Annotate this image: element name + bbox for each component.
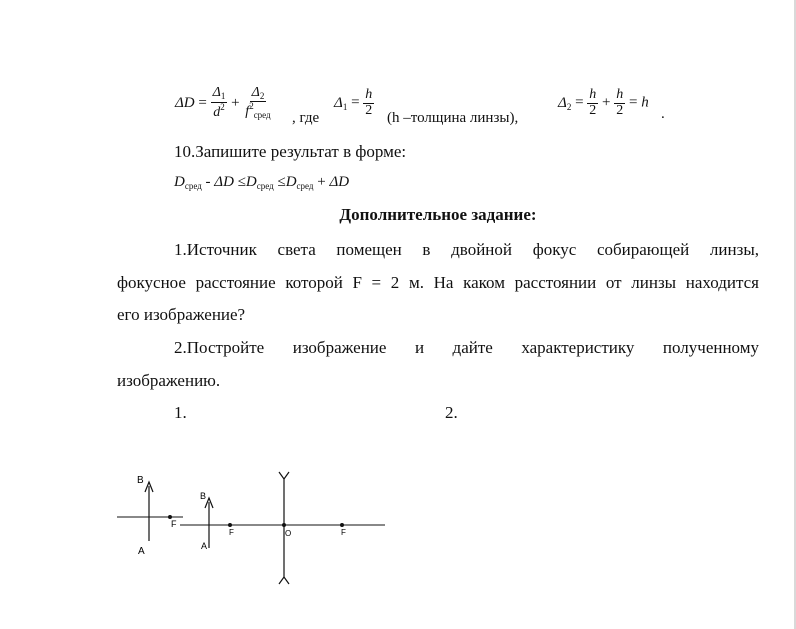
task-1-line-3: его изображение? xyxy=(117,305,246,324)
delta-d-1: ΔD xyxy=(214,174,234,190)
delta2-symbol: $\Delta_2$ xyxy=(558,94,572,112)
label-f-right-1: F xyxy=(229,528,234,537)
plus-sign-2: + xyxy=(317,174,326,190)
eq-sign: = xyxy=(198,94,207,111)
focus-point-right-1 xyxy=(228,523,232,527)
label-a-left: A xyxy=(138,546,145,557)
focus-point-right-2 xyxy=(340,523,344,527)
frac2-num: Δ xyxy=(251,85,260,100)
label-b-right: B xyxy=(200,491,207,501)
item-number-1: 1. xyxy=(174,403,187,422)
formula-period: . xyxy=(661,106,665,122)
delta2-eq: = xyxy=(575,94,584,111)
d2-eq2: = xyxy=(629,94,638,111)
frac1-den-sup: 2 xyxy=(220,101,225,112)
frac1-den: d xyxy=(213,104,221,120)
delta-d-2: ΔD xyxy=(329,174,350,190)
d-sred-1: $D_{сред}$ xyxy=(174,174,202,191)
frac2-den: f xyxy=(245,104,250,120)
diagram-diverging-lens xyxy=(180,472,385,584)
additional-task-heading: Дополнительное задание: xyxy=(339,205,537,224)
label-f-right-2: F xyxy=(341,528,346,537)
d2-num2: h xyxy=(616,87,624,102)
delta1-den: 2 xyxy=(365,102,373,118)
frac1-num: Δ xyxy=(212,85,221,101)
d2-result: h xyxy=(641,94,649,111)
lens-top-tip-icon xyxy=(279,472,289,479)
frac1-num-sub: 1 xyxy=(220,91,226,102)
le-sign-2: ≤ xyxy=(277,174,286,190)
thickness-note: (h –толщина линзы), xyxy=(387,110,519,126)
item-number-2: 2. xyxy=(445,403,458,422)
step-10-text: 10.Запишите результат в форме: xyxy=(174,142,407,161)
d-sred-3: $D_{сред}$ xyxy=(285,174,314,191)
label-o: O xyxy=(285,529,292,538)
lens-bottom-tip-icon xyxy=(279,577,289,584)
d2-plus: + xyxy=(602,94,611,111)
task-2-line-1: 2.Постройте изображение и дайте характеристику полученному xyxy=(174,338,759,357)
task-2-line-2: изображению. xyxy=(117,370,221,390)
frac2-den-sup: 2 xyxy=(249,101,254,112)
plus-sign: + xyxy=(231,94,240,111)
label-b-left: B xyxy=(137,475,144,486)
d2-num1: h xyxy=(589,87,597,102)
d2-den2: 2 xyxy=(616,102,624,118)
formula-lhs: ΔD xyxy=(175,94,195,111)
label-f-left: F xyxy=(171,519,177,529)
task-1-line-2: фокусное расстояние которой F = 2 м. На каком расстоянии от линзы находится xyxy=(117,272,759,292)
optical-center-point xyxy=(282,523,286,527)
le-sign-1: ≤ xyxy=(237,174,246,190)
d2-den1: 2 xyxy=(589,102,597,118)
delta1-num: h xyxy=(365,87,373,102)
label-a-right: A xyxy=(201,541,208,551)
d-sred-2: $D_{сред}$ xyxy=(245,174,274,191)
delta1-symbol: $\Delta_1$ xyxy=(334,94,348,112)
where-text: , где xyxy=(292,110,320,126)
frac2-num-sub: 2 xyxy=(259,91,265,101)
diagram-converging-lens-task xyxy=(117,475,183,557)
minus-sign: - xyxy=(205,174,211,190)
task-1-line-1: 1.Источник света помещен в двойной фокус собирающей линзы, xyxy=(174,240,759,259)
frac2-den-sub: сред xyxy=(253,110,271,121)
delta1-eq: = xyxy=(351,94,360,111)
